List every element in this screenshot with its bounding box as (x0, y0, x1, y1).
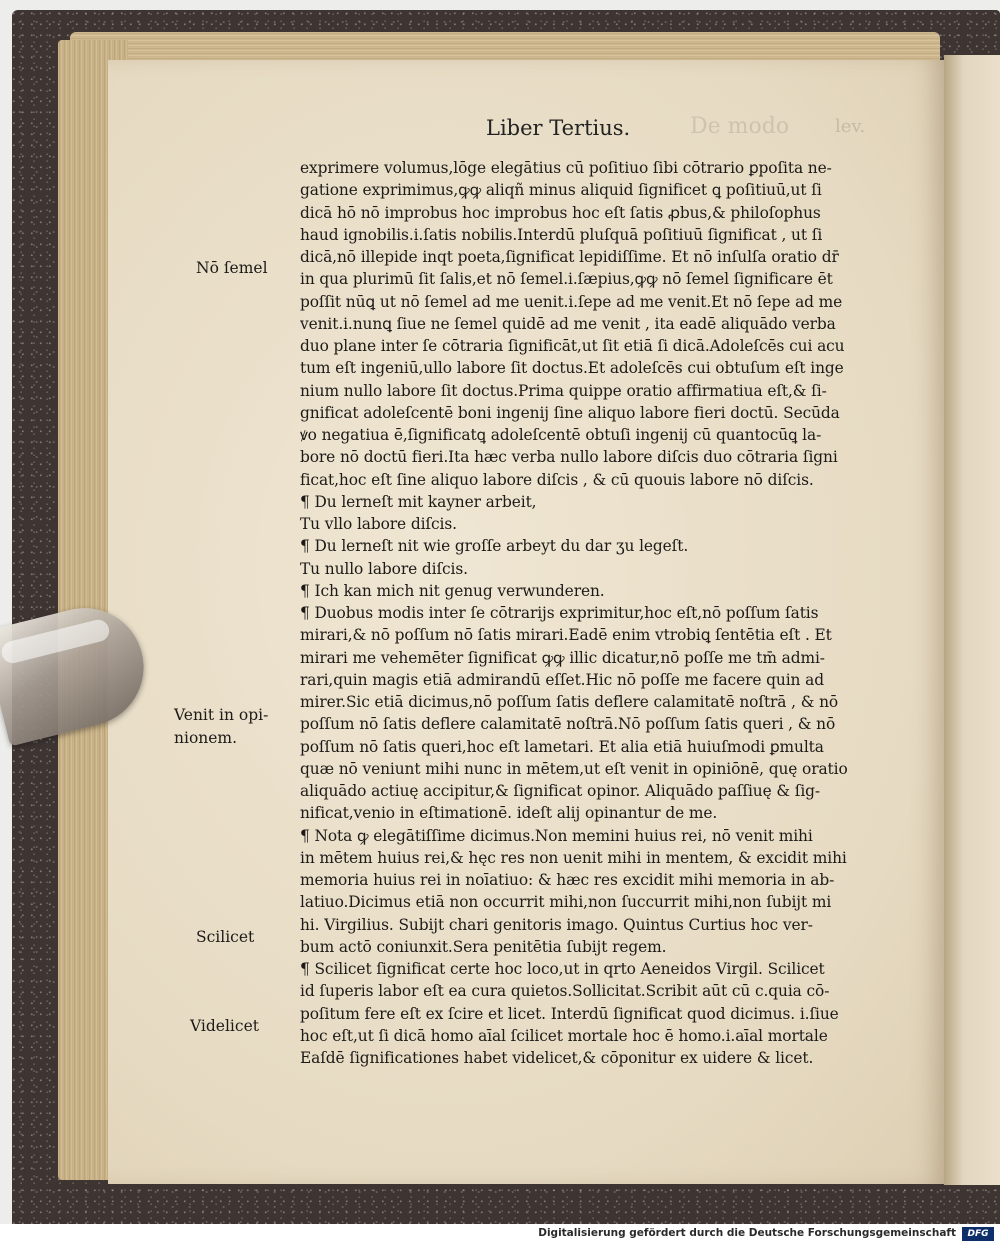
margin-note: Nō ſemel (196, 259, 268, 277)
footer-bar (0, 1224, 1000, 1244)
text-line: gnificat adoleſcentē boni ingenij ſine aliquo labore fieri doctū. Secūda (300, 404, 840, 422)
text-line: gatione exprimimus,ꝙꝙ aliqñ minus aliquid ſignificet ꝗ poſitiuū,ut ſi (300, 181, 822, 199)
text-line: mirari,& nō poſſum nō ſatis mirari.Eadē enim vtrobiꝗ ſentētia eſt . Et (300, 626, 832, 644)
text-line: Tu vllo labore diſcis. (300, 515, 457, 533)
text-line: bore nō doctū fieri.Ita hæc verba nullo labore diſcis duo cōtraria ſigni (300, 448, 838, 466)
text-line: mirari me vehemēter ſignificat ꝙꝙ illic dicatur,nō poſſe me tm̄ admi- (300, 649, 825, 667)
text-line: exprimere volumus,lōge elegātius cū poſitiuo ſibi cōtrario ꝑpoſita ne- (300, 159, 832, 177)
text-line: bum actō coniunxit.Sera penitētia ſubijt regem. (300, 938, 667, 956)
text-line: hoc eſt,ut ſi dicā homo aīal ſcilicet mortale hoc ē homo.i.aīal mortale (300, 1027, 828, 1045)
text-line: quæ nō veniunt mihi nunc in mētem,ut eſt venit in opiniōnē, quę oratio (300, 760, 848, 778)
margin-note: Venit in opi- (174, 706, 269, 724)
text-line: dicā hō nō improbus hoc improbus hoc eſt ſatis ꝓbus,& philoſophus (300, 204, 821, 222)
text-line: nium nullo labore ſit doctus.Prima quippe oratio affirmatiua eſt,& ſi- (300, 382, 827, 400)
text-line: Tu nullo labore diſcis. (300, 560, 468, 578)
text-line: ꝟo negatiua ē,ſignificatꝗ adoleſcentē obtuſi ingenij cū quantocūꝗ la- (300, 426, 822, 444)
text-line: poſſum nō ſatis deflere calamitatē noſtrā.Nō poſſum ſatis queri , & nō (300, 715, 836, 733)
text-line: duo plane inter ſe cōtraria ſignificāt,ut ſit etiā ſi dicā.Adoleſcēs cui acu (300, 337, 845, 355)
text-line: latiuo.Dicimus etiā non occurrit mihi,non ſuccurrit mihi,non ſubijt mi (300, 893, 832, 911)
margin-note: nionem. (174, 729, 238, 747)
text-line: ¶ Ich kan mich nit genug verwunderen. (300, 582, 605, 600)
text-line: Eaſdē ſignificationes habet videlicet,& cōponitur ex uidere & licet. (300, 1049, 814, 1067)
text-line: memoria huius rei in noīatiuo: & hæc res excidit mihi memoria in ab- (300, 871, 835, 889)
text-line: tum eſt ingeniū,ullo labore ſit doctus.Et adoleſcēs cui obtuſum eſt inge (300, 359, 844, 377)
text-line: poſitum fere eſt ex ſcire et licet. Interdū ſignificat quod dicimus. i.ſiue (300, 1005, 839, 1023)
bleed-through-title: De modo (690, 114, 790, 139)
margin-note: Scilicet (196, 928, 255, 946)
text-line: ¶ Du lerneſt mit kayner arbeit, (300, 493, 537, 511)
text-line: dicā,nō illepide inqt poeta,ſignificat lepidiſſime. Et nō inſulſa oratio dr̄ (300, 248, 839, 266)
text-line: poſſum nō ſatis queri,hoc eſt lametari. Et alia etiā huiuſmodi ꝑmulta (300, 738, 824, 756)
text-line: in qua plurimū ſit ſalis,et nō ſemel.i.ſæpius,ꝙꝙ nō ſemel ſignificare ēt (300, 270, 833, 288)
dfg-logo: DFG (962, 1227, 994, 1241)
text-line: ficat,hoc eſt ſine aliquo labore diſcis , & cū quouis labore nō diſcis. (300, 471, 814, 489)
text-line: ¶ Scilicet ſignificat certe hoc loco,ut in qrto Aeneidos Virgil. Scilicet (300, 960, 825, 978)
text-line: haud ignobilis.i.ſatis nobilis.Interdū pluſquā poſitiuū ſignificat , ut ſi (300, 226, 823, 244)
text-line: ¶ Duobus modis inter ſe cōtrarijs exprimitur,hoc eſt,nō poſſum ſatis (300, 604, 819, 622)
running-title: Liber Tertius. (486, 116, 631, 140)
text-line: ¶ Du lerneſt nit wie groſſe arbeyt du dar ʒu legeſt. (300, 537, 689, 555)
text-line: poſſit nūꝗ ut nō ſemel ad me uenit.i.ſepe ad me venit.Et nō ſepe ad me (300, 293, 843, 311)
text-line: id ſuperis labor eſt ea cura quietos.Sollicitat.Scribit aūt cū c.quia cō- (300, 982, 830, 1000)
text-line: mirer.Sic etiā dicimus,nō poſſum ſatis deflere calamitatē noſtrā , & nō (300, 693, 839, 711)
facing-page (944, 55, 1000, 1185)
text-line: hi. Virgilius. Subijt chari genitoris imago. Quintus Curtius hoc ver- (300, 916, 813, 934)
text-line: venit.i.nunꝗ ſiue ne ſemel quidē ad me venit , ita eadē aliquādo verba (300, 315, 836, 333)
funding-credit: Digitalisierung gefördert durch die Deutsche Forschungsgemeinschaft (538, 1227, 956, 1239)
text-line: rari,quin magis etiā admirandū eſſet.Hic nō poſſe me facere quin ad (300, 671, 824, 689)
bleed-through-folio: lev. (835, 116, 866, 137)
text-line: in mētem huius rei,& hęc res non uenit mihi in mentem, & excidit mihi (300, 849, 847, 867)
margin-note: Videlicet (190, 1017, 259, 1035)
text-line: ¶ Nota ꝙ elegātiſſime dicimus.Non memini huius rei, nō venit mihi (300, 827, 813, 845)
text-line: nificat,venio in eſtimationē. ideſt alij opinantur de me. (300, 804, 718, 822)
text-line: aliquādo actiuę accipitur,& ſignificat opinor. Aliquādo paſſiuę & ſig- (300, 782, 821, 800)
